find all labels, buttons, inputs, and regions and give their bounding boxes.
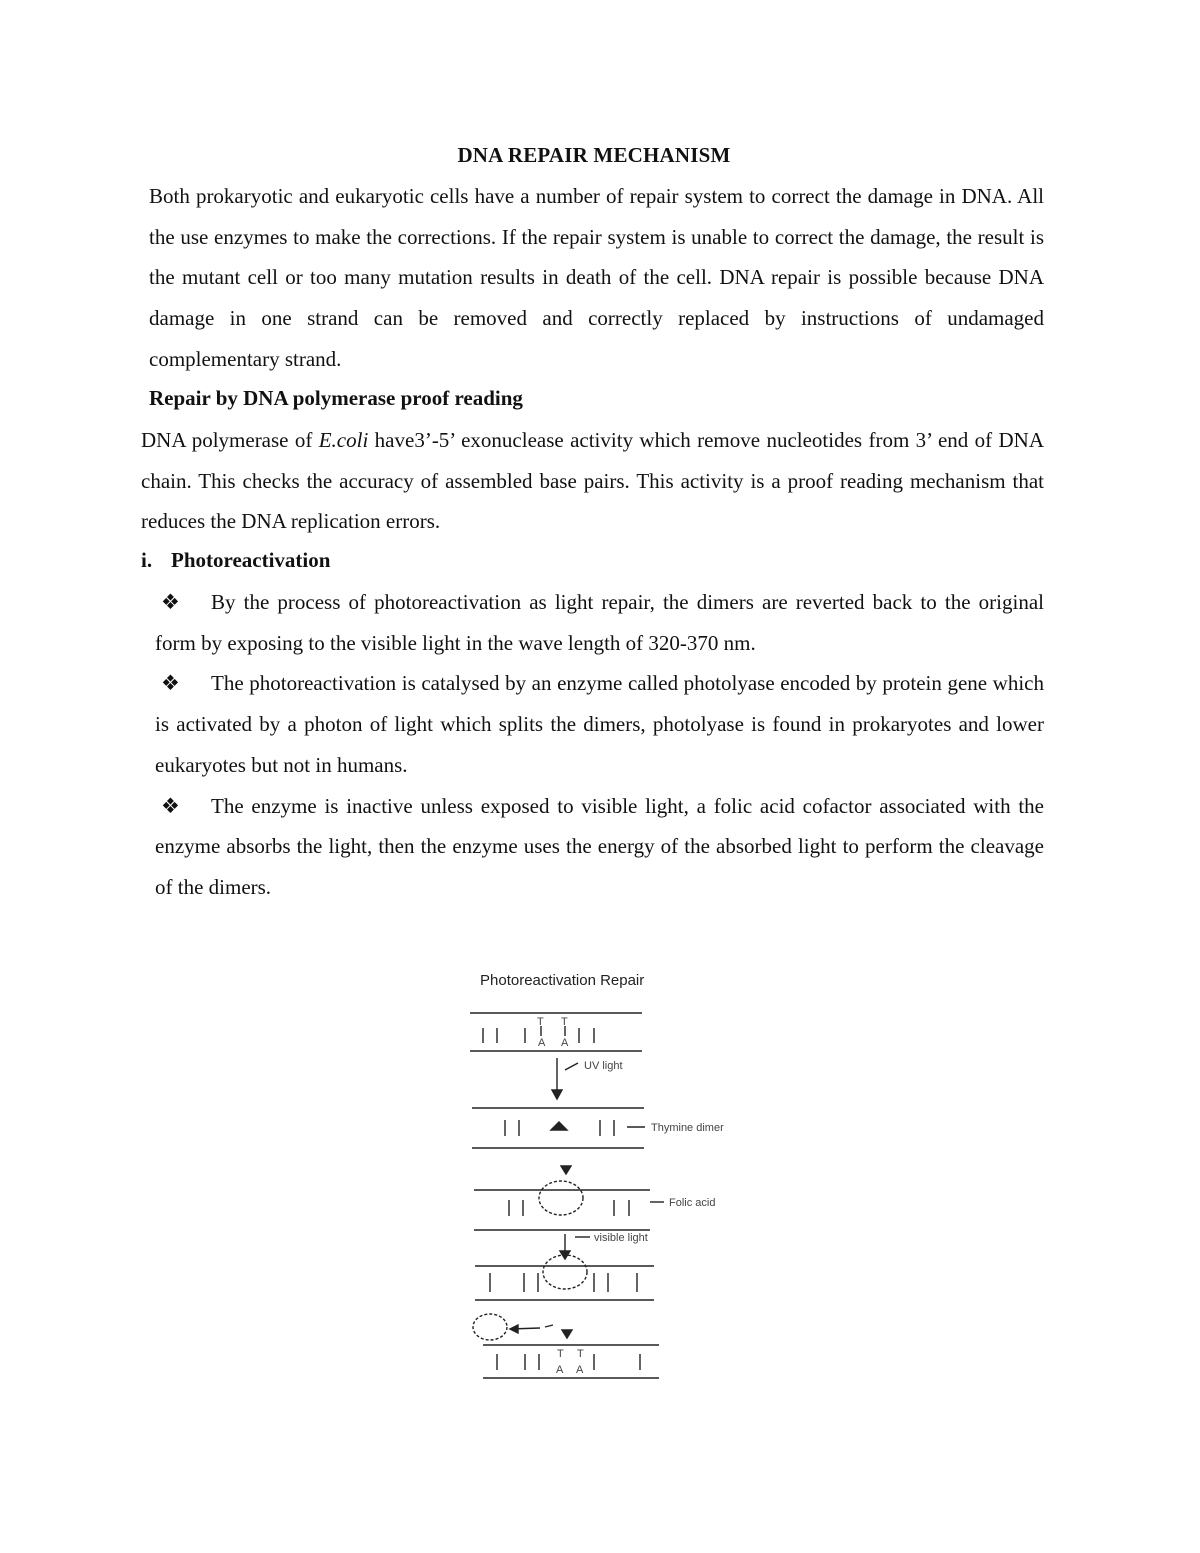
bullet-list	[155, 582, 1044, 908]
base-label: A	[556, 1364, 564, 1376]
section-text-b: have3’-5’ exonuclease activity which remove nucleotides from 3’ end of DNA chain. This checks the accuracy of assembled base pairs. This activity is a proof reading mechanism that reduces the DNA replication errors.	[141, 428, 1044, 534]
photolyase-enzyme	[539, 1181, 583, 1215]
bullet-text: By the process of photoreactivation as light repair, the dimers are reverted back to the original form by exposing to the visible light in the wave length of 320-370 nm.	[155, 590, 1044, 655]
uv-light-label: UV light	[584, 1060, 623, 1072]
photoreactivation-diagram	[460, 965, 760, 1395]
section-paragraph	[141, 420, 1044, 542]
base-label: T	[561, 1016, 568, 1028]
base-label: A	[561, 1037, 569, 1049]
list-item	[155, 663, 1044, 785]
bullet-text: The photoreactivation is catalysed by an enzyme called photolyase encoded by protein gene which is activated by a photon of light which splits the dimers, photolyase is found in prokaryotes and lower eukaryotes but not in humans.	[155, 671, 1044, 777]
list-item	[155, 582, 1044, 663]
base-label: A	[576, 1364, 584, 1376]
base-label: T	[537, 1016, 544, 1028]
diamond-bullet-icon: ❖	[161, 671, 180, 696]
species-name: E.coli	[318, 428, 369, 452]
released-enzyme	[473, 1314, 507, 1340]
document-title: DNA REPAIR MECHANISM	[457, 143, 731, 167]
intro-paragraph: Both prokaryotic and eukaryotic cells have a number of repair system to correct the damage in DNA. All the use enzymes to make the corrections. If the repair system is unable to correct the damage, the result is the mutant cell or too many mutation results in death of the cell. DNA repair is possible because DNA damage in one strand can be removed and correctly replaced by instructions of undamaged complementary strand.	[149, 184, 1044, 371]
visible-light-label: visible light	[594, 1232, 648, 1244]
base-label: T	[577, 1348, 584, 1360]
figure-title: Photoreactivation Repair	[480, 972, 645, 989]
subsection-title: Photoreactivation	[171, 548, 331, 572]
subsection-number: i.	[141, 548, 153, 572]
section-heading: Repair by DNA polymerase proof reading	[149, 386, 523, 410]
folic-acid-label: Folic acid	[669, 1197, 716, 1209]
base-label: A	[538, 1037, 546, 1049]
bullet-text: The enzyme is inactive unless exposed to visible light, a folic acid cofactor associated with the enzyme absorbs the light, then the enzyme uses the energy of the absorbed light to perform the cleavage of the dimers.	[155, 793, 1044, 899]
diamond-bullet-icon: ❖	[161, 590, 180, 614]
list-item	[155, 786, 1044, 908]
base-label: T	[557, 1348, 564, 1360]
diamond-bullet-icon: ❖	[161, 793, 180, 818]
section-text-a: DNA polymerase of	[141, 428, 319, 452]
thymine-dimer-label: Thymine dimer	[651, 1122, 724, 1134]
subsection-heading	[141, 548, 330, 573]
